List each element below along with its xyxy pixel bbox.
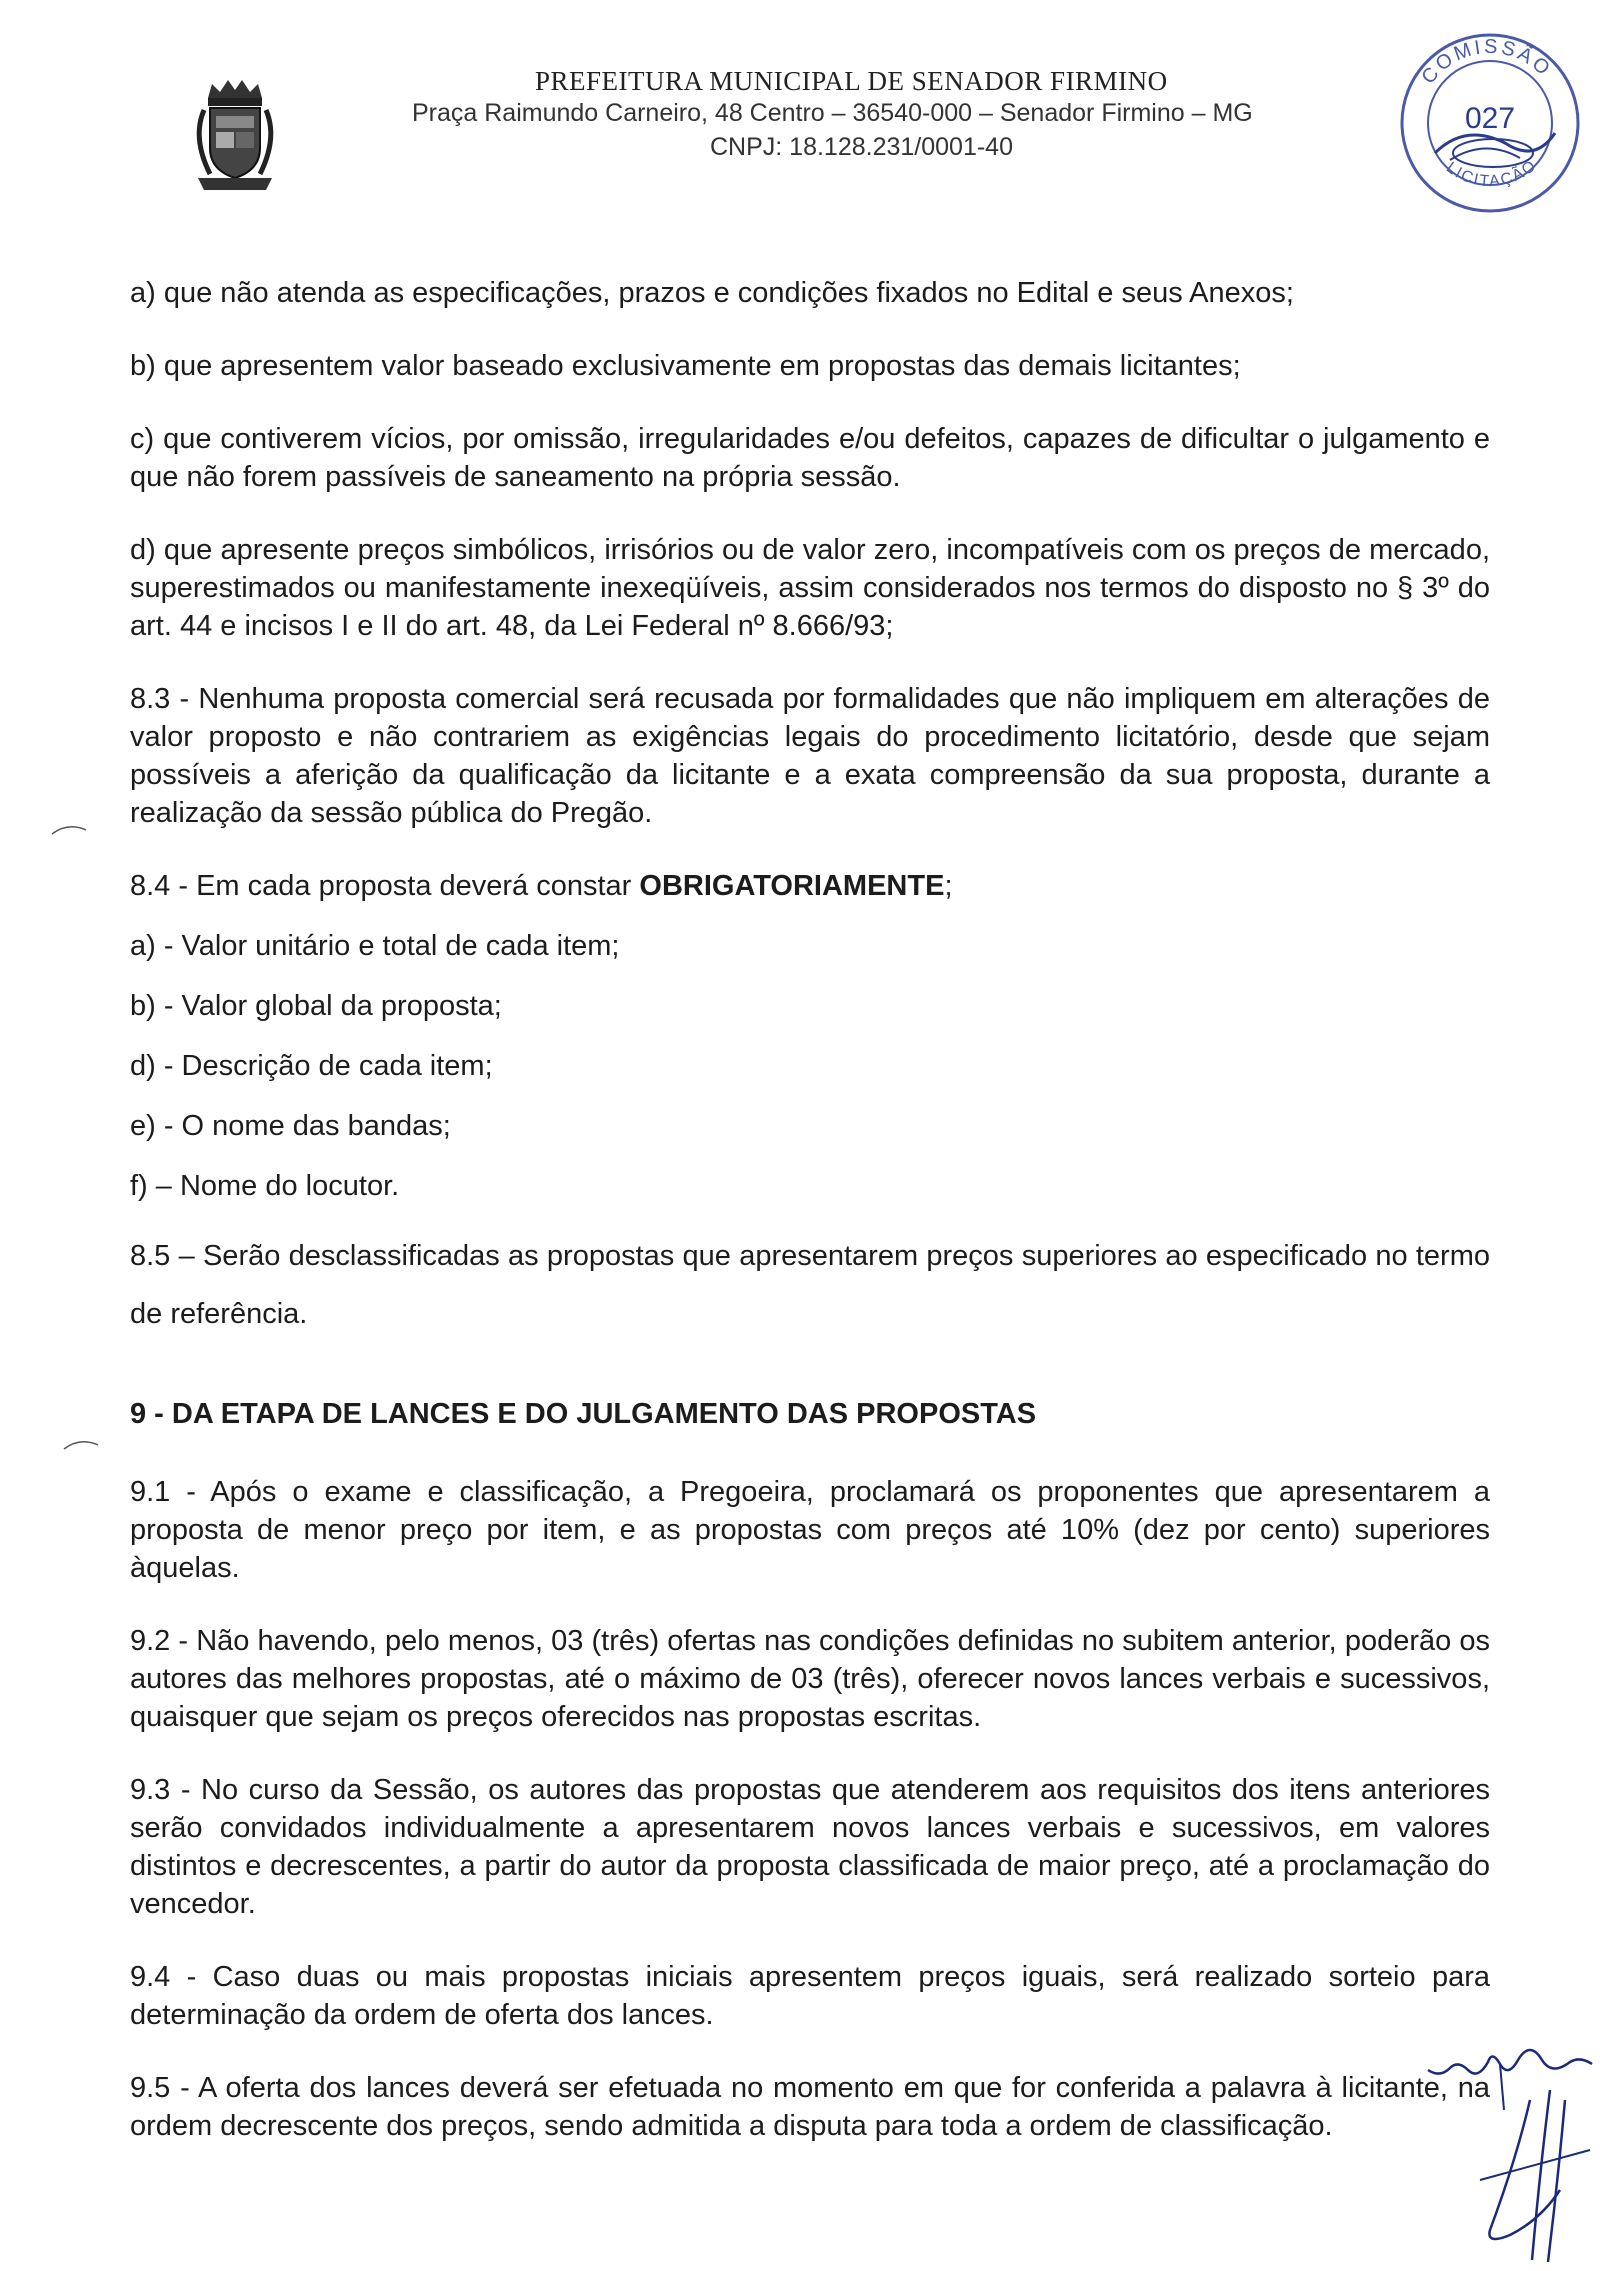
clause-8-4 <box>130 867 1490 905</box>
clause-8-3: 8.3 - Nenhuma proposta comercial será recusada por formalidades que não impliquem em alterações de valor proposto e não contrariem as exigências legais do procedimento licitatório, desde que sejam possíveis a aferição da qualificação da licitante e a exata compreensão da sua proposta, durante a realização da sessão pública do Pregão. <box>130 683 1490 829</box>
item-c: c) que contiverem vícios, por omissão, irregularidades e/ou defeitos, capazes de dificultar o julgamento e que não forem passíveis de saneamento na própria sessão. <box>130 423 1490 493</box>
list-item: f) – Nome do locutor. <box>130 1170 400 1202</box>
institution-address: Praça Raimundo Carneiro, 48 Centro – 36540-000 – Senador Firmino – MG <box>412 99 1253 127</box>
stamp-number: 027 <box>1464 102 1516 135</box>
clause-9-2: 9.2 - Não havendo, pelo menos, 03 (três) ofertas nas condições definidas no subitem anterior, poderão os autores das melhores propostas, até o máximo de 03 (três), oferecer novos lances verbais e sucessivos, quaisquer que sejam os preços oferecidos nas propostas escritas. <box>130 1625 1490 1733</box>
list-item: d) - Descrição de cada item; <box>130 1050 493 1082</box>
list-item: e) - O nome das bandas; <box>130 1110 451 1142</box>
item-d: d) que apresente preços simbólicos, irrisórios ou de valor zero, incompatíveis com os preços de mercado, superestimados ou manifestamente inexeqüíveis, assim considerados nos termos do disposto no § 3º do art. 44 e incisos I e II do art. 48, da Lei Federal nº 8.666/93; <box>130 534 1490 642</box>
margin-mark-icon <box>50 820 90 840</box>
clause-8-4-tail: ; <box>944 870 953 902</box>
stamp-top-text: COMISSÃO <box>1417 35 1556 89</box>
clause-9-4: 9.4 - Caso duas ou mais propostas iniciais apresentem preços iguais, será realizado sorteio para determinação da ordem de oferta dos lances. <box>130 1961 1490 2031</box>
margin-mark-icon <box>62 1435 102 1455</box>
stamp-bottom-text: LICITAÇÃO <box>1443 156 1541 191</box>
item-b: b) que apresentem valor baseado exclusivamente em propostas das demais licitantes; <box>130 350 1241 382</box>
clause-9-1: 9.1 - Após o exame e classificação, a Pregoeira, proclamará os proponentes que apresentarem a proposta de menor preço por item, e as propostas com preços até 10% (dez por cento) superiores àquelas. <box>130 1476 1490 1584</box>
commission-stamp <box>1395 28 1585 218</box>
clause-9-5: 9.5 - A oferta dos lances deverá ser efetuada no momento em que for conferida a palavra à licitante, na ordem decrescente dos preços, sendo admitida a disputa para toda a ordem de classificação. <box>130 2072 1490 2142</box>
institution-name: PREFEITURA MUNICIPAL DE SENADOR FIRMINO <box>535 66 1168 96</box>
clause-8-5: 8.5 – Serão desclassificadas as propostas que apresentarem preços superiores ao especificado no termo de referência. <box>130 1240 1490 1330</box>
list-item: a) - Valor unitário e total de cada item; <box>130 930 620 962</box>
clause-8-4-lead: 8.4 - Em cada proposta deverá constar <box>130 870 640 902</box>
municipal-coat-of-arms-icon <box>190 78 280 193</box>
section-9-heading: 9 - DA ETAPA DE LANCES E DO JULGAMENTO DAS PROPOSTAS <box>130 1398 1037 1430</box>
document-body <box>130 260 1490 2145</box>
list-item: b) - Valor global da proposta; <box>130 990 502 1022</box>
handwritten-signature-icon <box>1420 2030 1600 2270</box>
clause-9-3: 9.3 - No curso da Sessão, os autores das propostas que atenderem aos requisitos dos itens anteriores serão convidados individualmente a apresentarem novos lances verbais e sucessivos, em valores distintos e decrescentes, a partir do autor da proposta classificada de maior preço, até a proclamação do vencedor. <box>130 1774 1490 1920</box>
institution-cnpj: CNPJ: 18.128.231/0001-40 <box>710 133 1013 161</box>
item-a: a) que não atenda as especificações, prazos e condições fixados no Edital e seus Anexos; <box>130 277 1294 309</box>
clause-8-4-emphasis: OBRIGATORIAMENTE <box>639 870 945 902</box>
